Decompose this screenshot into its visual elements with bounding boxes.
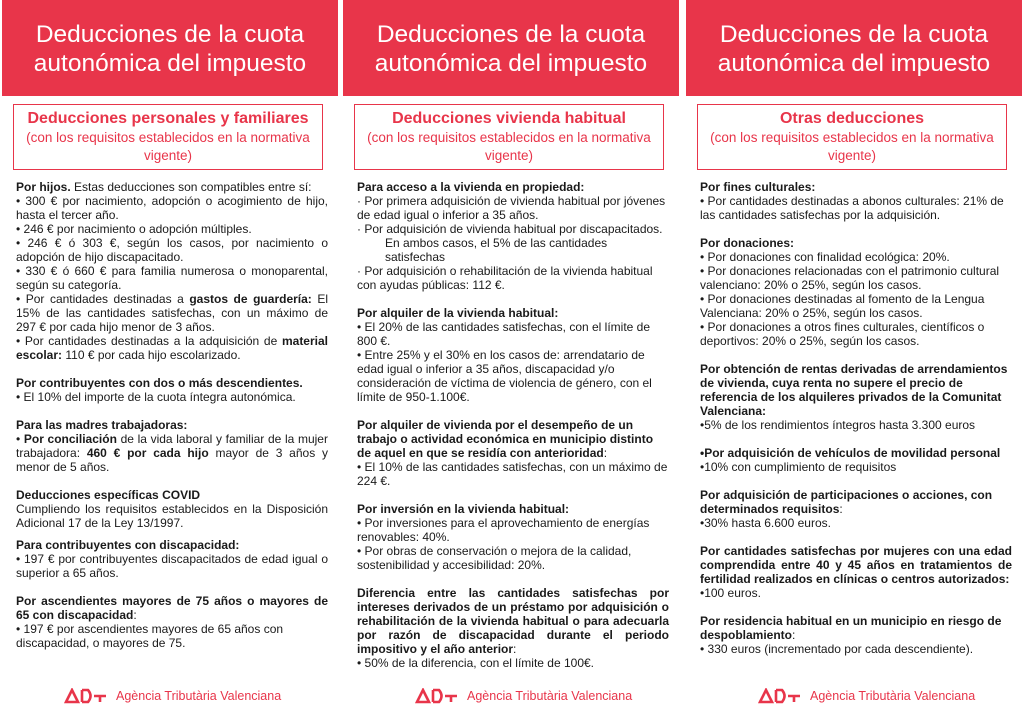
section-item: • Por donaciones relacionadas con el patrimonio cultural valenciano: 20% o 25%, según los casos. [700, 264, 1000, 292]
requirements-note: (con los requisitos establecidos en la normativa vigente) [367, 130, 651, 163]
section-heading-line [357, 586, 669, 656]
atv-logo-icon [415, 688, 459, 704]
text-part: • [16, 432, 24, 446]
section-item: • Por donaciones a otros fines culturales, científicos o deportivos: 20% o 25%, según los casos. [700, 320, 985, 348]
brand-logo [64, 688, 281, 704]
investment-section [357, 502, 669, 572]
brand-logo [758, 688, 975, 704]
section-heading: Por fines culturales: [700, 180, 816, 194]
section-heading: Por donaciones: [700, 236, 795, 250]
section-heading: Para contribuyentes con discapacidad: [16, 538, 240, 552]
section-heading: Por ascendientes mayores de 75 años o mayores de 65 con discapacidad [16, 594, 328, 622]
atv-logo-icon [758, 688, 802, 704]
atv-logo-icon [64, 688, 108, 704]
depopulation-section [700, 614, 1012, 656]
subtitle: Otras deducciones [779, 110, 925, 127]
subtitle: Deducciones personales y familiares [27, 110, 309, 127]
section-heading-line [700, 614, 1012, 642]
section-heading: Por alquiler de la vivienda habitual: [357, 306, 559, 320]
section-heading: Para acceso a la vivienda en propiedad: [357, 180, 585, 194]
panel-personal-family [2, 0, 338, 713]
section-text: Cumpliendo los requisitos establecidos en la Disposición Adicional 17 de la Ley 13/1997. [16, 502, 328, 530]
text-part: de la vida laboral y familiar de la mujer trabajadora: [16, 432, 328, 460]
subtitle-box [354, 104, 664, 170]
text-bold: 460 € por cada hijo [86, 446, 209, 460]
section-item: • Por inversiones para el aprovechamiento de energías renovables: 40%. [357, 516, 650, 544]
ascendants-section [16, 594, 328, 650]
section-item: • 330 euros (incrementado por cada descendiente). [700, 642, 974, 656]
rent-section [357, 306, 669, 404]
section-heading: Por inversión en la vivienda habitual: [357, 502, 570, 516]
heading-colon: : [839, 502, 843, 516]
childcare-bold: gastos de guardería: [189, 292, 312, 306]
section-text: • 197 € por ascendientes mayores de 65 años con discapacidad, o mayores de 75. [16, 622, 284, 650]
section-item: • Por donaciones destinadas al fomento de la Lengua Valenciana: 20% o 25%, según los casos. [700, 292, 985, 320]
section-item: • Por donaciones con finalidad ecológica: 20%. [700, 250, 950, 264]
section-item: •5% de los rendimientos íntegros hasta 3.300 euros [700, 418, 976, 432]
subtitle: Deducciones vivienda habitual [392, 110, 626, 127]
panel-housing [343, 0, 679, 713]
children-item: • 246 € por nacimiento o adopción múltiples. [16, 222, 252, 236]
banner-title: Deducciones de la cuota autonómica del impuesto [374, 21, 648, 77]
section-heading: Por cantidades satisfechas por mujeres con una edad comprendida entre 40 y 45 años en tratamientos de fertilidad realizados en clínicas o centros autorizados: [700, 544, 1012, 586]
subtitle-box [697, 104, 1007, 170]
section-heading-line [16, 594, 328, 622]
covid-section [16, 488, 328, 530]
heading-colon: : [792, 628, 796, 642]
section-item: • El 10% de las cantidades satisfechas, con un máximo de 224 €. [357, 460, 668, 488]
material-detail: 110 € por cada hijo escolarizado. [62, 348, 241, 362]
brand-name: Agència Tributària Valenciana [810, 689, 976, 703]
loan-section [357, 586, 669, 670]
section-heading-line [357, 418, 669, 460]
section-heading: Por obtención de rentas derivadas de arrendamientos de vivienda, cuya renta no supere el precio de referencia de los alquileres privados de la Comunitat Valenciana: [700, 362, 1008, 418]
section-item: · Por adquisición de vivienda habitual por discapacitados. [357, 222, 663, 236]
brand-name: Agència Tributària Valenciana [467, 689, 633, 703]
section-item: · Por primera adquisición de vivienda habitual por jóvenes de edad igual o inferior a 35 años. [357, 194, 666, 222]
requirements-note: (con los requisitos establecidos en la normativa vigente) [710, 130, 994, 163]
brand-name: Agència Tributària Valenciana [116, 689, 282, 703]
section-text: • El 10% del importe de la cuota íntegra autonómica. [16, 390, 296, 404]
leasing-section [700, 362, 1012, 432]
children-item: • 330 € ó 660 € para familia numerosa o monoparental, según su categoría. [16, 264, 328, 292]
section-item: • El 20% de las cantidades satisfechas, con el límite de 800 €. [357, 320, 651, 348]
children-section [16, 180, 328, 362]
children-item: • 300 € por nacimiento, adopción o acogimiento de hijo, hasta el tercer año. [16, 194, 328, 222]
section-heading: Por adquisición de participaciones o acciones, con determinados requisitos [700, 488, 993, 516]
panel-content [700, 180, 1012, 670]
panel-content [16, 180, 328, 664]
shares-section [700, 488, 1012, 530]
disability-section [16, 538, 328, 580]
banner-title: Deducciones de la cuota autonómica del impuesto [33, 21, 307, 77]
panel-other [686, 0, 1022, 713]
section-item: • 50% de la diferencia, con el límite de 100€. [357, 656, 595, 670]
children-intro: Estas deducciones son compatibles entre sí: [70, 180, 312, 194]
section-item: •10% con cumplimiento de requisitos [700, 460, 897, 474]
banner-title: Deducciones de la cuota autonómica del impuesto [717, 21, 991, 77]
text-bold: Por conciliación [23, 432, 117, 446]
section-heading: Por contribuyentes con dos o más descendientes. [16, 376, 303, 390]
section-text [16, 432, 328, 474]
requirements-note: (con los requisitos establecidos en la normativa vigente) [26, 130, 310, 163]
section-item: En ambos casos, el 5% de las cantidades satisfechas [385, 236, 608, 264]
heading-colon: : [133, 608, 137, 622]
panel-content [357, 180, 669, 684]
section-heading-line [700, 488, 1012, 516]
culture-section [700, 180, 1012, 222]
section-item: •30% hasta 6.600 euros. [700, 516, 831, 530]
section-heading: Por alquiler de vivienda por el desempeño de un trabajo o actividad económica en municipio distinto de aquel en que se residía con anterioridad [357, 418, 654, 460]
heading-colon: : [513, 642, 517, 656]
childcare-text: • Por cantidades destinadas a [16, 292, 190, 306]
donations-section [700, 236, 1012, 348]
vehicles-section [700, 446, 1012, 474]
children-heading: Por hijos. [16, 180, 71, 194]
text-part: mayor de 3 años y menor de 5 años. [16, 446, 328, 474]
panel-banner [343, 0, 679, 96]
descendants-section [16, 376, 328, 404]
children-item: • 246 € ó 303 €, según los casos, por nacimiento o adopción de hijo discapacitado. [16, 236, 328, 264]
section-heading: Por residencia habitual en un municipio en riesgo de despoblamiento [700, 614, 1002, 642]
childcare-detail: El 15% de las cantidades satisfechas, con un máximo de 297 € por cada hijo menor de 3 años. [16, 292, 329, 334]
section-heading: •Por adquisición de vehículos de movilidad personal [700, 446, 1001, 460]
section-item: • Entre 25% y el 30% en los casos de: arrendatario de edad igual o inferior a 35 años, discapacidad y/o consideración de víctima de violencia de género, con el límite de 950-1.100€. [357, 348, 652, 404]
school-material-item [16, 334, 328, 362]
heading-colon: : [603, 446, 608, 460]
section-item: • Por cantidades destinadas a abonos culturales: 21% de las cantidades satisfechas por la adquisición. [700, 194, 1004, 222]
section-heading: Para las madres trabajadoras: [16, 418, 188, 432]
section-item: • Por obras de conservación o mejora de la calidad, sostenibilidad y accesibilidad: 20%. [357, 544, 632, 572]
brand-logo [415, 688, 632, 704]
fertility-section [700, 544, 1012, 600]
panel-banner [2, 0, 338, 96]
section-text: • 197 € por contribuyentes discapacitados de edad igual o superior a 65 años. [16, 552, 328, 580]
section-item: · Por adquisición o rehabilitación de la vivienda habitual con ayudas públicas: 112 €. [357, 264, 653, 292]
section-item: •100 euros. [700, 586, 761, 600]
childcare-item [16, 292, 328, 334]
mothers-section [16, 418, 328, 474]
section-heading: Diferencia entre las cantidades satisfechas por intereses derivados de un préstamo por adquisición o rehabilitación de la vivienda habitual o para adecuarla por razón de discapacidad durante el periodo impositivo y el año anterior [357, 586, 669, 656]
material-bold: material escolar: [16, 334, 328, 362]
section-heading: Deducciones específicas COVID [16, 488, 201, 502]
purchase-section [357, 180, 669, 292]
panel-banner [686, 0, 1022, 96]
subtitle-box [13, 104, 323, 170]
material-text: • Por cantidades destinadas a la adquisición de [16, 334, 282, 348]
work-rent-section [357, 418, 669, 488]
